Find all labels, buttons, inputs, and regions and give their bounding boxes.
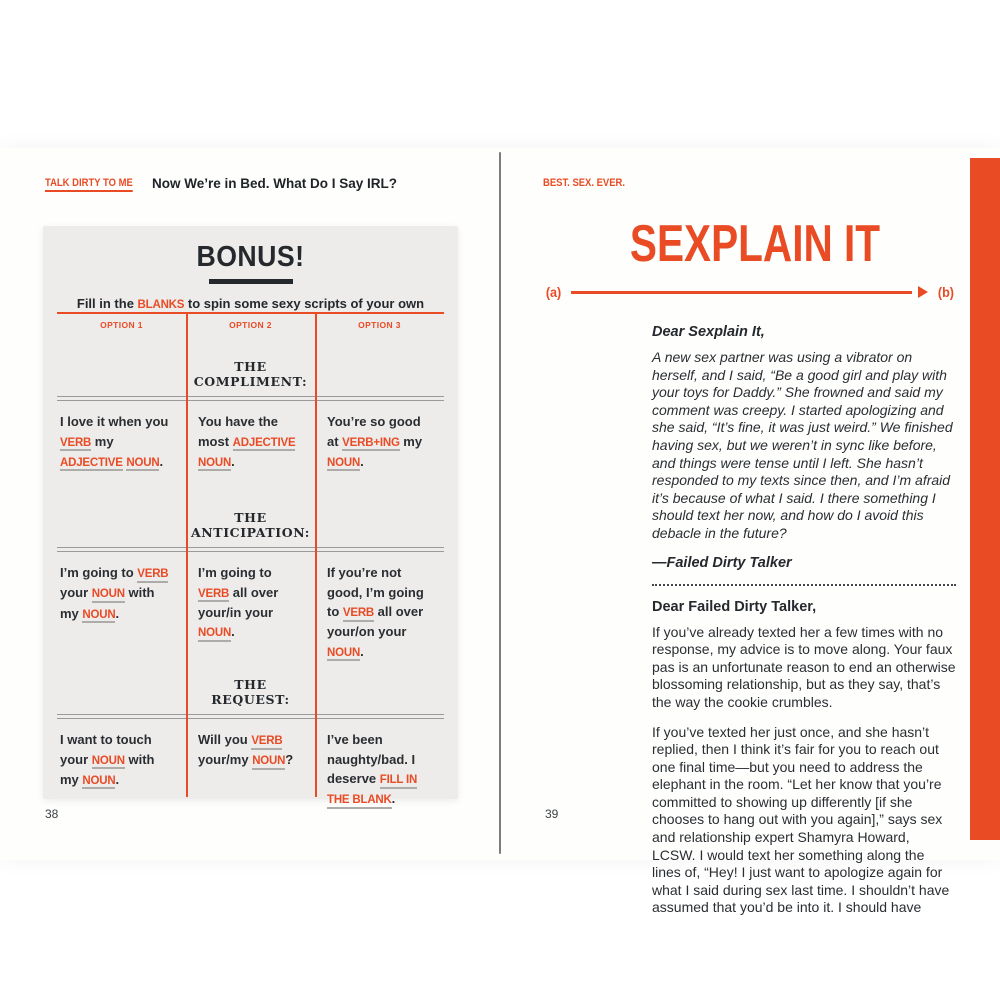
page-number-right: 39 — [545, 807, 559, 821]
phrase-text: all over your/in your — [198, 584, 279, 620]
phrase-text: I’m going to — [60, 565, 138, 580]
phrase-cell — [186, 401, 315, 501]
phrase-cell — [186, 552, 315, 668]
left-kicker-label: TALK DIRTY TO ME — [45, 177, 133, 192]
reader-letter — [652, 324, 956, 571]
page-right — [500, 148, 1000, 916]
phrase-row — [57, 719, 444, 805]
fill-in-blank-word: NOUN — [252, 755, 285, 770]
fill-in-blank-word: NOUN — [92, 588, 125, 603]
phrase-text: my — [91, 433, 114, 449]
option-column-header-2: OPTION 2 — [229, 320, 272, 330]
reply-paragraphs — [652, 624, 956, 918]
fill-in-blank-word: NOUN — [82, 775, 115, 790]
phrase-text: You’re so good at — [327, 414, 421, 449]
section-header-row — [57, 336, 444, 396]
book-gutter-line — [499, 152, 501, 854]
phrase-row — [57, 401, 444, 501]
fill-in-blank-word: BLANKS — [138, 299, 185, 314]
phrase-cell — [57, 401, 186, 501]
section-header — [186, 677, 315, 714]
section-header-line: COMPLIMENT: — [193, 374, 308, 389]
fill-in-blank-word: VERB — [60, 437, 91, 452]
option-column-header-1: OPTION 1 — [100, 320, 143, 330]
phrase-text: ? — [285, 752, 294, 768]
column-divider-1 — [186, 314, 188, 797]
fill-in-blank-word: NOUN — [327, 457, 360, 472]
phrase-text: . — [391, 791, 396, 807]
option-column-header-3: OPTION 3 — [358, 320, 401, 330]
fill-in-blank-word: NOUN — [198, 627, 231, 642]
fill-in-blank-word: NOUN — [126, 457, 159, 472]
section-header-line: ANTICIPATION: — [190, 525, 310, 540]
phrase-text: all over your/on your — [327, 604, 424, 640]
fill-in-blank-word: NOUN — [327, 647, 360, 662]
fill-in-blank-word: NOUN — [198, 457, 231, 472]
title-underline-bar — [209, 279, 293, 284]
phrase-cell — [57, 719, 186, 810]
arrow-head-icon — [918, 286, 928, 298]
phrase-text: your — [60, 585, 92, 601]
letter-paragraph: A new sex partner was using a vibrator on herself, and I said, “Be a good girl and play with your toys for Daddy.” She frowned and said my comment was creepy. I started apologizing and she said, “It’s fine, it was just weird.” We finished having sex, but we weren’t in sync like before, and things were tense until I left. She hasn’t responded to my texts since then, and I’m afraid it’s because of what I said. I there something I should text her now, and how do I avoid this debacle in the future? — [652, 349, 953, 541]
decorative-arrow — [545, 284, 955, 300]
phrase-text: . — [115, 605, 120, 621]
reply-paragraph: If you’ve already texted her a few times with no response, my advice is to move along. Your faux pas is an unfortunate reason to end an otherwise blossoming relationship, but as they say, that’s the way the cookie crumbles. — [652, 623, 956, 710]
section-header-line: THE — [234, 359, 267, 374]
bonus-box — [43, 226, 458, 807]
phrase-text: I’ve been naughty/bad. I deserve — [327, 732, 416, 786]
fill-in-blank-word: VERB — [198, 588, 229, 603]
fill-in-blank-word: VERB — [137, 568, 168, 583]
chapter-bleed-tab — [970, 158, 1000, 840]
phrase-text: . — [360, 643, 364, 659]
phrase-cell — [315, 401, 444, 501]
bonus-subtitle — [43, 296, 458, 311]
expert-reply — [652, 599, 956, 918]
fill-in-blank-word: VERB — [343, 607, 374, 622]
right-kicker — [543, 177, 625, 189]
fill-in-blank-word: ADJECTIVE — [60, 457, 123, 472]
phrase-text: . — [159, 453, 164, 469]
running-head: Now We’re in Bed. What Do I Say IRL? — [152, 176, 398, 191]
section-header-line: THE — [234, 677, 267, 692]
page-left — [0, 148, 500, 860]
fill-in-blank-word: VERB — [251, 735, 282, 750]
arrow-label-b: (b) — [938, 284, 955, 300]
column-divider-2 — [315, 314, 317, 797]
phrase-text: . — [360, 453, 364, 469]
reply-salutation: Dear Failed Dirty Talker, — [652, 598, 817, 615]
phrase-text: . — [115, 771, 120, 787]
phrase-text: Will you — [198, 732, 252, 747]
phrase-text: . — [231, 453, 235, 469]
arrow-shaft — [571, 291, 912, 294]
phrase-text: to spin some sexy scripts of your own — [184, 296, 425, 311]
option-header-row — [57, 314, 444, 336]
phrase-text: with my — [60, 585, 155, 621]
arrow-label-a: (a) — [545, 284, 562, 300]
bonus-title: BONUS! — [196, 241, 305, 273]
phrase-text: You have the most — [198, 414, 278, 449]
section-header-line: THE — [234, 510, 267, 525]
phrase-text: my — [399, 433, 423, 449]
phrase-text: your/my — [198, 752, 253, 768]
reply-paragraph: If you’ve texted her just once, and she hasn’t replied, then I think it’s fair for you to reach out one final time—but you need to address the elephant in the room. “Let her know that you’re committed to showing up differently [if she chooses to hang out with you again],” says sex and relationship expert Shamyra Howard, LCSW. I would text her something along the lines of, “Hey! I just want to apologize again for what I said during sex last time. I shouldn’t have assumed that you’d be into it. I should have — [652, 723, 950, 916]
phrase-cell — [57, 552, 186, 668]
fill-in-blank-word: NOUN — [82, 609, 115, 624]
phrase-text: I’m going to — [198, 565, 272, 580]
phrase-text: . — [231, 624, 235, 640]
phrase-text: with my — [60, 751, 155, 787]
fill-in-blank-word: VERB+ING — [342, 437, 400, 452]
page-number-left: 38 — [45, 807, 59, 821]
section-header-line: REQUEST: — [211, 692, 290, 707]
letter-salutation: Dear Sexplain It, — [652, 324, 765, 340]
phrase-text: If you’re not good, I’m going to — [327, 565, 424, 619]
section-header — [186, 359, 315, 396]
left-kicker — [45, 177, 133, 189]
fill-in-blank-word: ADJECTIVE — [233, 437, 296, 452]
section-header-row — [57, 501, 444, 547]
section-header-row — [57, 668, 444, 714]
fill-in-blank-word: FILL IN THE BLANK — [327, 774, 417, 809]
section-header — [186, 510, 315, 547]
bonus-table — [57, 312, 444, 807]
phrase-row — [57, 552, 444, 668]
book-spread — [0, 148, 1000, 916]
column-title: SEXPLAIN IT — [629, 215, 881, 273]
phrase-cell — [186, 719, 315, 810]
phrase-cell — [315, 552, 444, 668]
phrase-text: I love it when you — [60, 414, 169, 429]
phrase-text: I want to touch your — [60, 732, 152, 767]
advice-column-body — [652, 324, 956, 929]
right-kicker-label: BEST. SEX. EVER. — [543, 177, 626, 189]
dotted-divider — [652, 584, 956, 586]
letter-signature: —Failed Dirty Talker — [652, 554, 792, 571]
phrase-cell — [315, 719, 444, 810]
fill-in-blank-word: NOUN — [92, 755, 125, 770]
letter-paragraphs — [652, 349, 956, 543]
phrase-text: Fill in the — [76, 296, 138, 311]
